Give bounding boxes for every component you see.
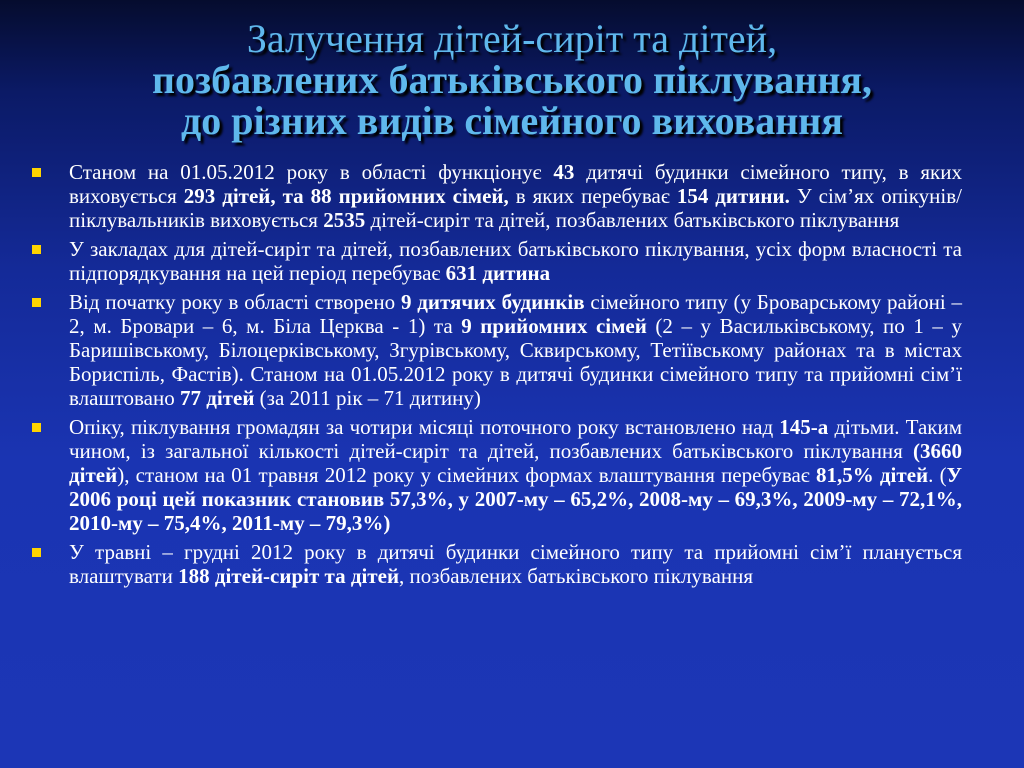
item-text: дитячі будинки сімейного типу, в яких виховується xyxy=(69,160,962,208)
item-bold-text: 9 прийомних сімей xyxy=(461,314,647,338)
item-text: сімейного типу (у Броварському районі – 2, м. Бровари – 6, м. Біла Церква - 1) та xyxy=(69,290,962,338)
item-text: . ( xyxy=(928,463,947,487)
item-bold-text: 43 xyxy=(553,160,575,184)
title-line-1: Залучення дітей-сиріт та дітей, xyxy=(246,16,778,61)
item-text: в яких перебуває xyxy=(508,184,677,208)
title-line-3: до різних видів сімейного виховання xyxy=(181,98,843,143)
item-bold-text: 154 дитини. xyxy=(676,184,790,208)
item-bold-text: 631 дитина xyxy=(445,261,551,285)
bullet-item-1 xyxy=(32,160,962,232)
item-text: дітей-сиріт та дітей, позбавлених батьківського піклування xyxy=(365,208,900,232)
bullet-item-2 xyxy=(32,237,962,285)
item-text: ), станом на 01 травня 2012 року у сімейних формах влаштування перебуває xyxy=(117,463,816,487)
item-text: У закладах для дітей-сиріт та дітей, позбавлених батьківського піклування, усіх форм власності та підпорядкування на цей період перебуває xyxy=(69,237,962,285)
item-bold-text: 77 дітей xyxy=(179,386,255,410)
square-bullet-icon xyxy=(32,298,41,307)
item-bold-text: (3660 дітей xyxy=(69,439,962,487)
item-bold-text: 293 дітей, та 88 прийомних сімей, xyxy=(183,184,509,208)
item-text: Станом на 01.05.2012 року в області функціонує xyxy=(69,160,554,184)
square-bullet-icon xyxy=(32,423,41,432)
title-line-2: позбавлених батьківського піклування, xyxy=(151,57,873,102)
bullet-item-4 xyxy=(32,415,962,535)
item-bold-text: 81,5% дітей xyxy=(816,463,929,487)
bullet-item-3 xyxy=(32,290,962,410)
bullet-item-5 xyxy=(32,540,962,588)
item-text: Опіку, піклування громадян за чотири місяці поточного року встановлено над xyxy=(69,415,780,439)
item-text: У сім’ях опікунів/піклувальників виховується xyxy=(69,184,962,232)
square-bullet-icon xyxy=(32,548,41,557)
item-bold-text: 9 дитячих будинків xyxy=(400,290,585,314)
item-bold-text: 2535 xyxy=(323,208,366,232)
item-text: , позбавлених батьківського піклування xyxy=(399,564,754,588)
item-bold-text: 188 дітей-сиріт та дітей xyxy=(178,564,400,588)
item-bold-text: 145-а xyxy=(779,415,829,439)
square-bullet-icon xyxy=(32,245,41,254)
item-text: (2 – у Васильківському, по 1 – у Баришівському, Білоцерківському, Згурівському, Сквирському, Тетіївському районах та в містах Бориспіль, Фастів). Станом на 01.05.2012 року в дитячі будинки сімейного типу та прийомні сім’ї влаштовано xyxy=(69,314,963,410)
item-text: Від початку року в області створено xyxy=(69,290,401,314)
slide-title xyxy=(20,18,1004,141)
bullet-list xyxy=(32,160,962,593)
item-bold-text: У 2006 році цей показник становив 57,3%, у 2007-му – 65,2%, 2008-му – 69,3%, 2009-му – 72,1%, 2010-му – 75,4%, 2011-му – 79,3%) xyxy=(69,463,962,535)
item-text: дітьми. Таким чином, із загальної кількості дітей-сиріт та дітей, позбавлених батьківського піклування xyxy=(69,415,963,463)
square-bullet-icon xyxy=(32,168,41,177)
item-text: (за 2011 рік – 71 дитину) xyxy=(254,386,481,410)
item-text: У травні – грудні 2012 року в дитячі будинки сімейного типу та прийомні сім’ї планується влаштувати xyxy=(69,540,962,588)
